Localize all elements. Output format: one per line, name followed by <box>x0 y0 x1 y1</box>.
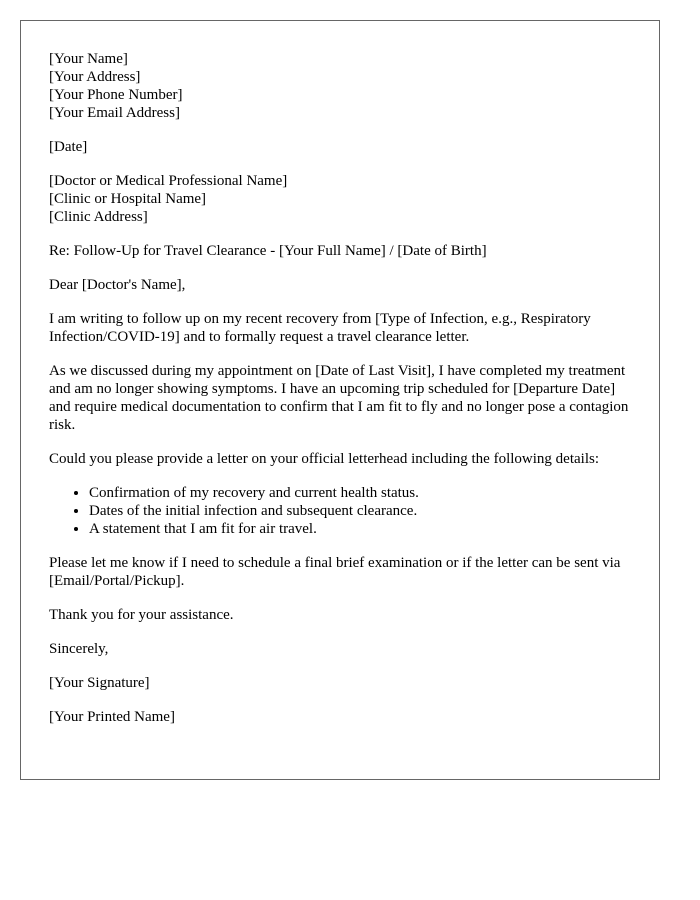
recipient-name: [Doctor or Medical Professional Name] <box>49 173 288 189</box>
sender-name: [Your Name] <box>49 51 128 67</box>
letter-date: [Date] <box>49 139 88 155</box>
closing: Sincerely, <box>49 641 109 657</box>
sender-address: [Your Address] <box>49 69 141 85</box>
printed-name: [Your Printed Name] <box>49 709 175 725</box>
sender-block <box>49 50 631 122</box>
recipient-address: [Clinic Address] <box>49 209 148 225</box>
list-item: • Dates of the initial infection and subsequent clearance. <box>89 502 631 520</box>
letter-document <box>20 20 660 780</box>
signature: [Your Signature] <box>49 675 150 691</box>
intro-paragraph: I am writing to follow up on my recent recovery from [Type of Infection, e.g., Respiratory Infection/COVID-19] and to formally request a travel clearance letter. <box>49 311 591 345</box>
followup-paragraph: Please let me know if I need to schedule a final brief examination or if the letter can be sent via [Email/Portal/Pickup]. <box>49 555 621 589</box>
salutation: Dear [Doctor's Name], <box>49 277 186 293</box>
recipient-clinic: [Clinic or Hospital Name] <box>49 191 207 207</box>
request-paragraph: Could you please provide a letter on your official letterhead including the following details: <box>49 451 599 467</box>
discussion-paragraph: As we discussed during my appointment on [Date of Last Visit], I have completed my treatment and am no longer showing symptoms. I have an upcoming trip scheduled for [Departure Date] and require medical documentation to confirm that I am fit to fly and no longer pose a contagion risk. <box>49 363 629 433</box>
recipient-block <box>49 172 631 226</box>
sender-phone: [Your Phone Number] <box>49 87 183 103</box>
subject-line: Re: Follow-Up for Travel Clearance - [Your Full Name] / [Date of Birth] <box>49 243 487 259</box>
thanks-paragraph: Thank you for your assistance. <box>49 607 234 623</box>
sender-email: [Your Email Address] <box>49 105 180 121</box>
list-item: • Confirmation of my recovery and current health status. <box>89 484 631 502</box>
list-item: • A statement that I am fit for air travel. <box>89 520 631 538</box>
details-list <box>49 484 631 538</box>
